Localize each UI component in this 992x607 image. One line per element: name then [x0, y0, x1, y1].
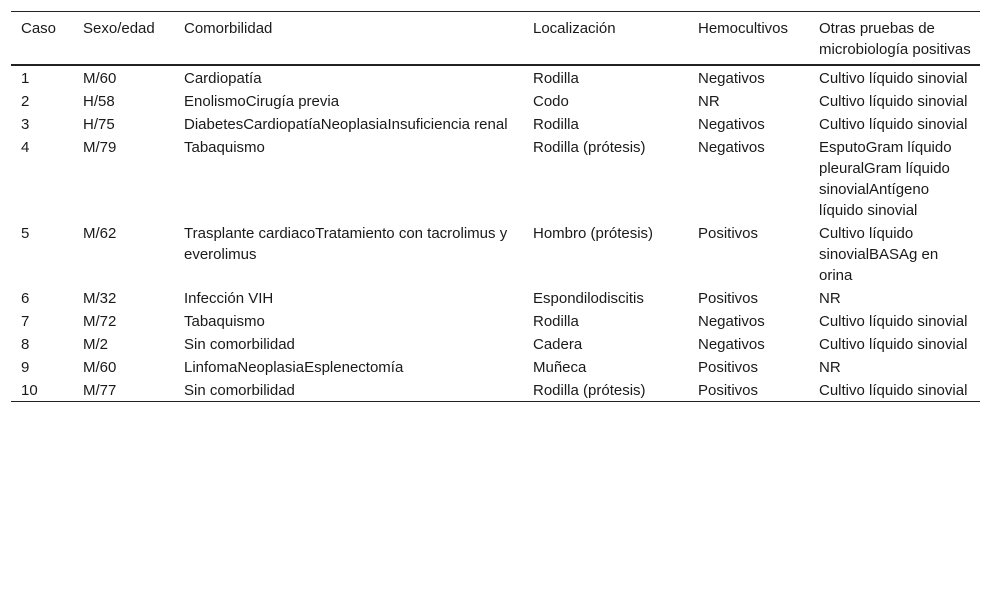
cell-caso: 4 — [21, 139, 30, 156]
table-row — [11, 89, 980, 112]
cell-sexo-edad: M/72 — [83, 313, 117, 330]
cell-comorbilidad: Sin comorbilidad — [184, 382, 295, 399]
cell-comorbilidad: Infección VIH — [184, 290, 274, 307]
cell-otras-pruebas: Cultivo líquido sinovial — [819, 382, 968, 399]
cell-caso: 5 — [21, 225, 30, 242]
cell-localizacion: Codo — [533, 93, 569, 110]
cell-sexo-edad: M/2 — [83, 336, 109, 353]
cell-hemocultivos: Negativos — [698, 139, 765, 156]
cell-localizacion: Cadera — [533, 336, 583, 353]
table-row — [11, 378, 980, 402]
header-sexo-edad: Sexo/edad — [83, 20, 155, 37]
cell-comorbilidad: DiabetesCardiopatíaNeoplasiaInsuficiencia renal — [184, 116, 508, 133]
cell-caso: 3 — [21, 116, 30, 133]
header-comorbilidad: Comorbilidad — [184, 20, 273, 37]
cell-sexo-edad: M/79 — [83, 139, 117, 156]
table-row — [11, 332, 980, 355]
header-row — [11, 12, 980, 66]
table-row — [11, 221, 980, 286]
cell-caso: 10 — [21, 382, 38, 399]
cell-comorbilidad: Tabaquismo — [184, 313, 265, 330]
cell-localizacion: Rodilla — [533, 70, 579, 87]
cell-comorbilidad: Sin comorbilidad — [184, 336, 295, 353]
cell-localizacion: Rodilla (prótesis) — [533, 139, 646, 156]
cell-localizacion: Rodilla — [533, 116, 579, 133]
table-header — [11, 12, 980, 66]
cell-otras-pruebas: Cultivo líquido sinovial — [819, 336, 968, 353]
cell-otras-pruebas: Cultivo líquido sinovial — [819, 313, 968, 330]
cell-otras-pruebas: Cultivo líquido sinovial — [819, 116, 968, 133]
cell-comorbilidad: Trasplante cardiacoTratamiento con tacrolimus y everolimus — [184, 225, 508, 263]
cell-hemocultivos: Negativos — [698, 116, 765, 133]
cell-comorbilidad: EnolismoCirugía previa — [184, 93, 340, 110]
table-row — [11, 65, 980, 89]
cell-localizacion: Hombro (prótesis) — [533, 225, 654, 242]
cell-sexo-edad: M/77 — [83, 382, 117, 399]
cell-hemocultivos: Negativos — [698, 70, 765, 87]
cell-hemocultivos: Negativos — [698, 313, 765, 330]
cell-sexo-edad: H/58 — [83, 93, 115, 110]
cell-caso: 6 — [21, 290, 30, 307]
table-row — [11, 286, 980, 309]
table-row — [11, 135, 980, 221]
cell-caso: 7 — [21, 313, 30, 330]
cases-table — [11, 11, 980, 402]
cell-hemocultivos: Positivos — [698, 382, 759, 399]
cell-sexo-edad: M/62 — [83, 225, 117, 242]
cases-table-container — [11, 11, 980, 402]
cell-otras-pruebas: NR — [819, 359, 841, 376]
cell-hemocultivos: Negativos — [698, 336, 765, 353]
cell-comorbilidad: Cardiopatía — [184, 70, 262, 87]
cell-comorbilidad: Tabaquismo — [184, 139, 265, 156]
cell-caso: 8 — [21, 336, 30, 353]
header-caso: Caso — [21, 20, 57, 37]
header-localizacion: Localización — [533, 20, 616, 37]
cell-hemocultivos: NR — [698, 93, 720, 110]
cell-sexo-edad: M/60 — [83, 359, 117, 376]
cell-otras-pruebas: Cultivo líquido sinovialBASAg en orina — [819, 225, 939, 284]
table-row — [11, 309, 980, 332]
cell-caso: 1 — [21, 70, 30, 87]
cell-localizacion: Espondilodiscitis — [533, 290, 644, 307]
header-hemocultivos: Hemocultivos — [698, 20, 789, 37]
cell-sexo-edad: M/60 — [83, 70, 117, 87]
cell-sexo-edad: H/75 — [83, 116, 115, 133]
cell-otras-pruebas: NR — [819, 290, 841, 307]
cell-hemocultivos: Positivos — [698, 225, 759, 242]
table-body — [11, 65, 980, 402]
cell-caso: 9 — [21, 359, 30, 376]
cell-hemocultivos: Positivos — [698, 359, 759, 376]
cell-sexo-edad: M/32 — [83, 290, 117, 307]
cell-caso: 2 — [21, 93, 30, 110]
cell-otras-pruebas: Cultivo líquido sinovial — [819, 70, 968, 87]
cell-otras-pruebas: Cultivo líquido sinovial — [819, 93, 968, 110]
cell-hemocultivos: Positivos — [698, 290, 759, 307]
header-otras-pruebas: Otras pruebas de microbiología positivas — [819, 20, 971, 58]
cell-localizacion: Rodilla — [533, 313, 579, 330]
table-row — [11, 355, 980, 378]
table-row — [11, 112, 980, 135]
cell-comorbilidad: LinfomaNeoplasiaEsplenectomía — [184, 359, 404, 376]
cell-localizacion: Rodilla (prótesis) — [533, 382, 646, 399]
cell-localizacion: Muñeca — [533, 359, 587, 376]
cell-otras-pruebas: EsputoGram líquido pleuralGram líquido sinovialAntígeno líquido sinovial — [819, 139, 952, 219]
